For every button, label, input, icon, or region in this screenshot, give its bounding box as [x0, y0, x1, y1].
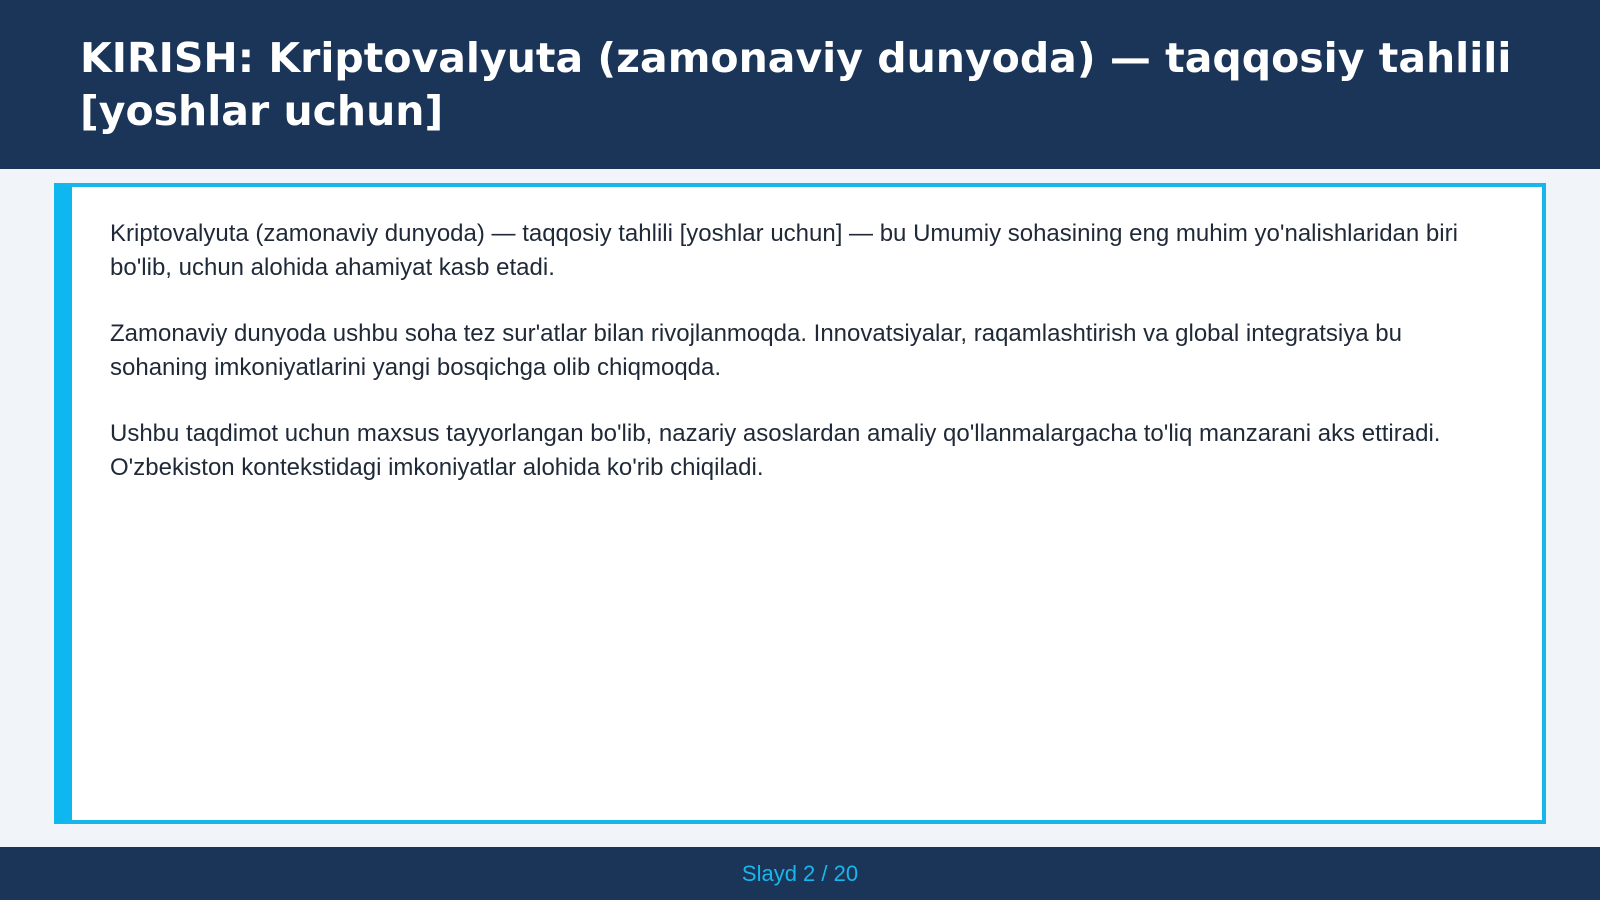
paragraph-intro: Kriptovalyuta (zamonaviy dunyoda) — taqqosiy tahlili [yoshlar uchun] — bu Umumiy sohasining eng muhim yo'nalishlaridan biri bo'lib, uchun alohida ahamiyat kasb etadi.: [110, 220, 1458, 281]
content-card: [54, 183, 1546, 824]
slide-header: [0, 0, 1600, 169]
page-indicator: Slayd 2 / 20: [741, 860, 859, 886]
slide-title: KIRISH: Kriptovalyuta (zamonaviy dunyoda) — taqqosiy tahlili [yoshlar uchun]: [80, 34, 1512, 135]
slide-footer: [0, 847, 1600, 900]
paragraph-presentation-purpose: Ushbu taqdimot uchun maxsus tayyorlangan bo'lib, nazariy asoslardan amaliy qo'llanmalargacha to'liq manzarani aks ettiradi. O'zbekiston kontekstidagi imkoniyatlar alohida ko'rib chiqiladi.: [110, 420, 1441, 481]
paragraph-modern-world: Zamonaviy dunyoda ushbu soha tez sur'atlar bilan rivojlanmoqda. Innovatsiyalar, raqamlashtirish va global integratsiya bu sohaning imkoniyatlarini yangi bosqichga olib chiqmoqda.: [110, 320, 1402, 381]
